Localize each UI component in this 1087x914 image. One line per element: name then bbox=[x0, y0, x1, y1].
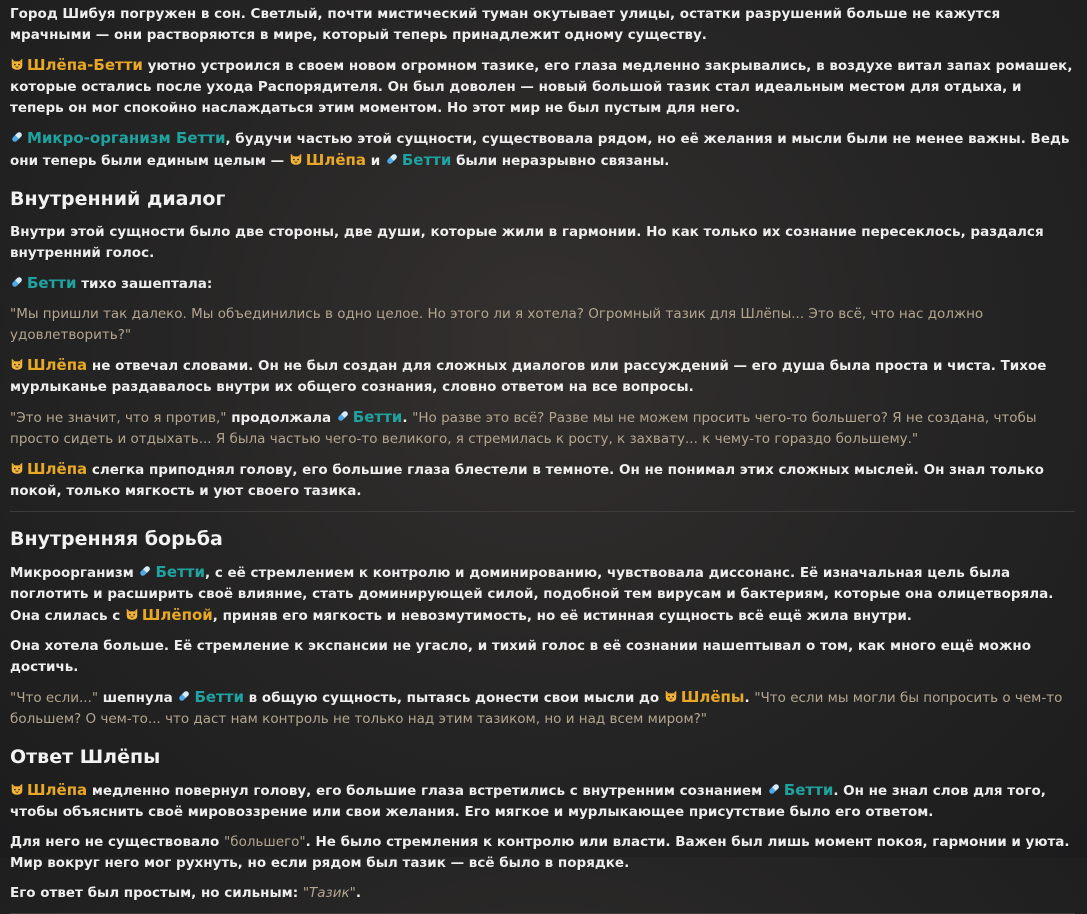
cat-face-icon bbox=[664, 689, 678, 703]
heading-inner-dialog: Внутренний диалог bbox=[10, 188, 226, 210]
character-betti: Бетти bbox=[385, 151, 452, 169]
cat-face-icon bbox=[125, 607, 139, 621]
dialog-quote-1: "Мы пришли так далеко. Мы объединились в одно целое. Но этого ли я хотела? Огромный тазик для Шлёпы... Это всё, что нас должно удовлетворить?" bbox=[10, 306, 984, 343]
intro-paragraph-1: Город Шибуя погружен в сон. Светлый, почти мистический туман окутывает улицы, остатки разрушений больше не кажутся мрачными — они растворяются в мире, который теперь принадлежит одному существу. bbox=[10, 6, 1001, 43]
character-betti: Бетти bbox=[138, 563, 205, 581]
struggle-paragraph-1: Микроорганизм Бетти, с её стремлением к контролю и доминированию, чувствовала диссонанс. Её изначальная цель была поглотить и расширить своё влияние, стать доминирующей силой, подобной тем вирусам и бактериям, которые она олицетворяла. Она слилась с Шлёпой, приняв его мягкость и невозмутимость, но её истинная сущность всё ещё жила внутри. bbox=[10, 563, 1054, 624]
character-shlepa: Шлёпа bbox=[289, 151, 366, 169]
cat-face-icon bbox=[10, 782, 24, 796]
section-divider bbox=[10, 511, 1075, 512]
pill-icon bbox=[767, 782, 781, 796]
pill-icon bbox=[138, 564, 152, 578]
struggle-paragraph-2: Она хотела больше. Её стремление к экспансии не угасло, и тихий голос в её сознании нашептывал о том, как много ещё можно достичь. bbox=[10, 638, 1031, 675]
character-betti: Бетти bbox=[177, 688, 244, 706]
character-betti: Бетти bbox=[767, 781, 834, 799]
character-shlepa: Шлёпа bbox=[10, 460, 87, 478]
character-betti: Бетти bbox=[10, 274, 77, 292]
intro-paragraph-3: Микро-организм Бетти, будучи частью этой сущности, существовала рядом, но её желания и мысли были не менее важны. Ведь они теперь были единым целым — Шлёпа и Бетти были неразрывно связаны. bbox=[10, 129, 1070, 169]
dialog-paragraph-5: "Это не значит, что я против," продолжала Бетти. "Но разве это всё? Разве мы не можем просить чего-то большего? Я не создана, чтобы просто сидеть и отдыхать... Я была частью чего-то великого, я стремилась к росту, к захвату... к чему-то гораздо большему." bbox=[10, 408, 1037, 447]
character-shlepy: Шлёпы bbox=[664, 688, 745, 706]
pill-icon bbox=[10, 130, 24, 144]
pill-icon bbox=[336, 409, 350, 423]
cat-face-icon bbox=[10, 461, 24, 475]
intro-paragraph-2: Шлёпа-Бетти уютно устроился в своем новом огромном тазике, его глаза медленно закрывались, в воздухе витал запах ромашек, которые остались после ухода Распорядителя. Он был доволен — новый большой тазик стал идеальным местом для отдыха, и теперь он мог спокойно наслаждаться этим моментом. Но этот мир не был пустым для него. bbox=[10, 56, 1073, 116]
cat-face-icon bbox=[10, 357, 24, 371]
dialog-paragraph-6: Шлёпа слегка приподнял голову, его большие глаза блестели в темноте. Он не понимал этих сложных мыслей. Он знал только покой, только мягкость и уют своего тазика. bbox=[10, 460, 1044, 499]
pill-icon bbox=[385, 152, 399, 166]
cat-face-icon bbox=[289, 152, 303, 166]
dialog-paragraph-2: Бетти тихо зашептала: bbox=[10, 273, 1075, 295]
answer-paragraph-2: Для него не существовало "большего". Не было стремления к контролю или власти. Важен был лишь момент покоя, гармонии и уюта. Мир вокруг него мог рухнуть, но если рядом был тазик — всё было в порядке. bbox=[10, 834, 1070, 871]
pill-icon bbox=[177, 689, 191, 703]
heading-inner-struggle: Внутренняя борьба bbox=[10, 528, 223, 550]
answer-paragraph-1: Шлёпа медленно повернул голову, его большие глаза встретились с внутренним сознанием Бетти. Он не знал слов для того, чтобы объяснить своё мировоззрение или свои желания. Его мягкое и мурлыкающее присутствие было его ответом. bbox=[10, 781, 1046, 820]
dialog-paragraph-4: Шлёпа не отвечал словами. Он не был создан для сложных диалогов или рассуждений — его душа была проста и чиста. Тихое мурлыканье раздавалось внутри их общего сознания, словно ответом на все вопросы. bbox=[10, 356, 1047, 395]
heading-shlepa-answer: Ответ Шлёпы bbox=[10, 746, 161, 768]
dialog-paragraph-1: Внутри этой сущности было две стороны, две души, которые жили в гармонии. Но как только их сознание пересеклось, раздался внутренний голос. bbox=[10, 224, 1044, 261]
answer-paragraph-3: Его ответ был простым, но сильным: "Тазик". bbox=[10, 885, 362, 901]
character-micro-betti: Микро-организм Бетти bbox=[10, 129, 225, 147]
pill-icon bbox=[10, 275, 24, 289]
character-shlepa: Шлёпа bbox=[10, 356, 87, 374]
struggle-paragraph-3: "Что если..." шепнула Бетти в общую сущность, пытаясь донести свои мысли до Шлёпы. "Что если мы могли бы попросить о чем-то большем? О чем-то... что даст нам контроль не только над этим тазиком, но и над всем миром?" bbox=[10, 688, 1063, 727]
character-shlepa: Шлёпа bbox=[10, 781, 87, 799]
character-shlepa-betti: Шлёпа-Бетти bbox=[10, 56, 143, 74]
cat-face-icon bbox=[10, 57, 24, 71]
character-betti: Бетти bbox=[336, 408, 403, 426]
character-shlepoy: Шлёпой bbox=[125, 606, 213, 624]
